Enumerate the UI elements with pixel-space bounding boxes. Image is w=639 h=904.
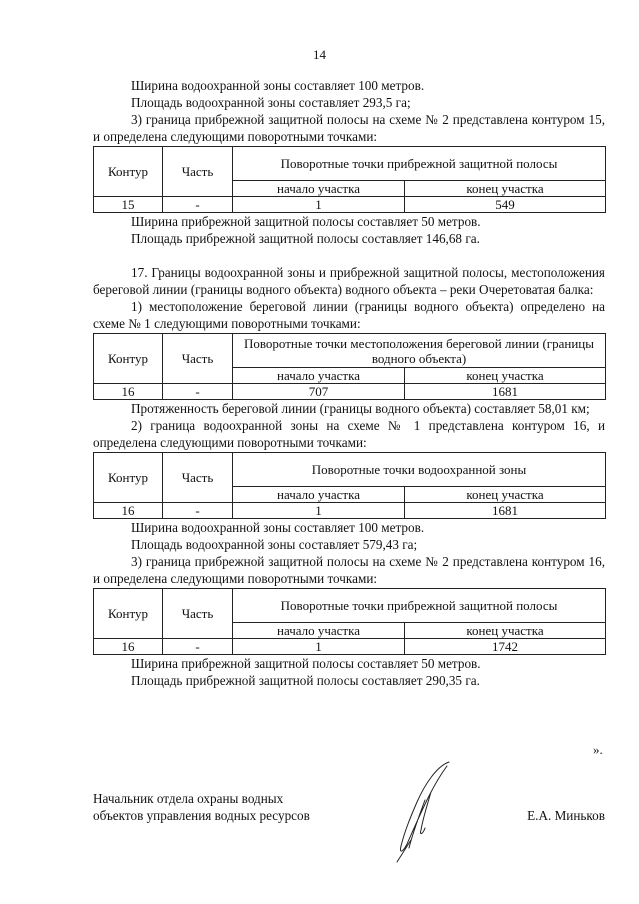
header-contour: Контур xyxy=(94,147,163,197)
paragraph-area-pzp-15: Площадь прибрежной защитной полосы составляет 146,68 га. xyxy=(131,231,480,246)
header-points: Поворотные точки водоохранной зоны xyxy=(233,453,606,487)
header-part: Часть xyxy=(163,147,233,197)
cell-end: 1742 xyxy=(405,639,606,655)
paragraph-shoreline-location: 1) местоположение береговой линии (границы водного объекта) определено на схеме № 1 следующими поворотными точками: xyxy=(93,299,605,331)
header-contour: Контур xyxy=(94,453,163,503)
page-number: 14 xyxy=(313,47,326,62)
table-pzp-contour-16 xyxy=(93,588,606,655)
paragraph-area-wpz-16: Площадь водоохранной зоны составляет 579,43 га; xyxy=(131,537,418,552)
paragraph-area-pzp-16: Площадь прибрежной защитной полосы составляет 290,35 га. xyxy=(131,673,480,688)
paragraph-width-wpz-16: Ширина водоохранной зоны составляет 100 метров. xyxy=(131,520,425,535)
cell-start: 1 xyxy=(233,639,405,655)
header-end: конец участка xyxy=(405,368,606,384)
header-part: Часть xyxy=(163,334,233,384)
table-shoreline-contour-16 xyxy=(93,333,606,400)
document-body xyxy=(93,77,605,689)
table-wpz-contour-16 xyxy=(93,452,606,519)
paragraph-pzp-contour-16: 3) граница прибрежной защитной полосы на схеме № 2 представлена контуром 16, и определена следующими поворотными точками: xyxy=(93,554,605,586)
cell-contour: 15 xyxy=(94,197,163,213)
cell-contour: 16 xyxy=(94,503,163,519)
cell-part: - xyxy=(163,384,233,400)
paragraph-shoreline-length: Протяженность береговой линии (границы водного объекта) составляет 58,01 км; xyxy=(131,401,590,416)
header-part: Часть xyxy=(163,589,233,639)
spacer xyxy=(93,247,605,264)
table-row xyxy=(94,503,606,519)
header-start: начало участка xyxy=(233,623,405,639)
header-part: Часть xyxy=(163,453,233,503)
cell-end: 549 xyxy=(405,197,606,213)
paragraph-pzp-contour-15: 3) граница прибрежной защитной полосы на схеме № 2 представлена контуром 15, и определена следующими поворотными точками: xyxy=(93,112,605,144)
paragraph-wpz-contour-16: 2) граница водоохранной зоны на схеме № 1 представлена контуром 16, и определена следующими поворотными точками: xyxy=(93,418,605,450)
cell-part: - xyxy=(163,639,233,655)
cell-end: 1681 xyxy=(405,503,606,519)
table-row xyxy=(94,197,606,213)
signatory-title-line-2: объектов управления водных ресурсов xyxy=(93,808,310,823)
paragraph-width-pzp-15: Ширина прибрежной защитной полосы составляет 50 метров. xyxy=(131,214,481,229)
header-end: конец участка xyxy=(405,181,606,197)
signature-block xyxy=(93,790,605,824)
header-points: Поворотные точки прибрежной защитной полосы xyxy=(233,147,606,181)
header-points: Поворотные точки прибрежной защитной полосы xyxy=(233,589,606,623)
closing-quote-mark: ». xyxy=(593,742,603,757)
table-row xyxy=(94,639,606,655)
paragraph-area-wpz-15: Площадь водоохранной зоны составляет 293,5 га; xyxy=(131,95,411,110)
paragraph-section-17-intro: 17. Границы водоохранной зоны и прибрежной защитной полосы, местоположения береговой линии (границы водного объекта) водного объекта – реки Очеретоватая балка: xyxy=(93,265,605,297)
cell-part: - xyxy=(163,503,233,519)
table-pzp-contour-15 xyxy=(93,146,606,213)
cell-contour: 16 xyxy=(94,639,163,655)
signatory-title-line-1: Начальник отдела охраны водных xyxy=(93,791,284,806)
cell-start: 1 xyxy=(233,503,405,519)
header-start: начало участка xyxy=(233,181,405,197)
header-contour: Контур xyxy=(94,334,163,384)
header-contour: Контур xyxy=(94,589,163,639)
header-start: начало участка xyxy=(233,368,405,384)
header-points: Поворотные точки местоположения береговой линии (границы водного объекта) xyxy=(233,334,606,368)
signatory-name: Е.А. Миньков xyxy=(527,808,605,823)
cell-start: 1 xyxy=(233,197,405,213)
header-start: начало участка xyxy=(233,487,405,503)
cell-start: 707 xyxy=(233,384,405,400)
header-end: конец участка xyxy=(405,623,606,639)
paragraph-width-pzp-16: Ширина прибрежной защитной полосы составляет 50 метров. xyxy=(131,656,481,671)
cell-contour: 16 xyxy=(94,384,163,400)
paragraph-width-wpz-15: Ширина водоохранной зоны составляет 100 метров. xyxy=(131,78,425,93)
cell-part: - xyxy=(163,197,233,213)
header-end: конец участка xyxy=(405,487,606,503)
table-row xyxy=(94,384,606,400)
cell-end: 1681 xyxy=(405,384,606,400)
